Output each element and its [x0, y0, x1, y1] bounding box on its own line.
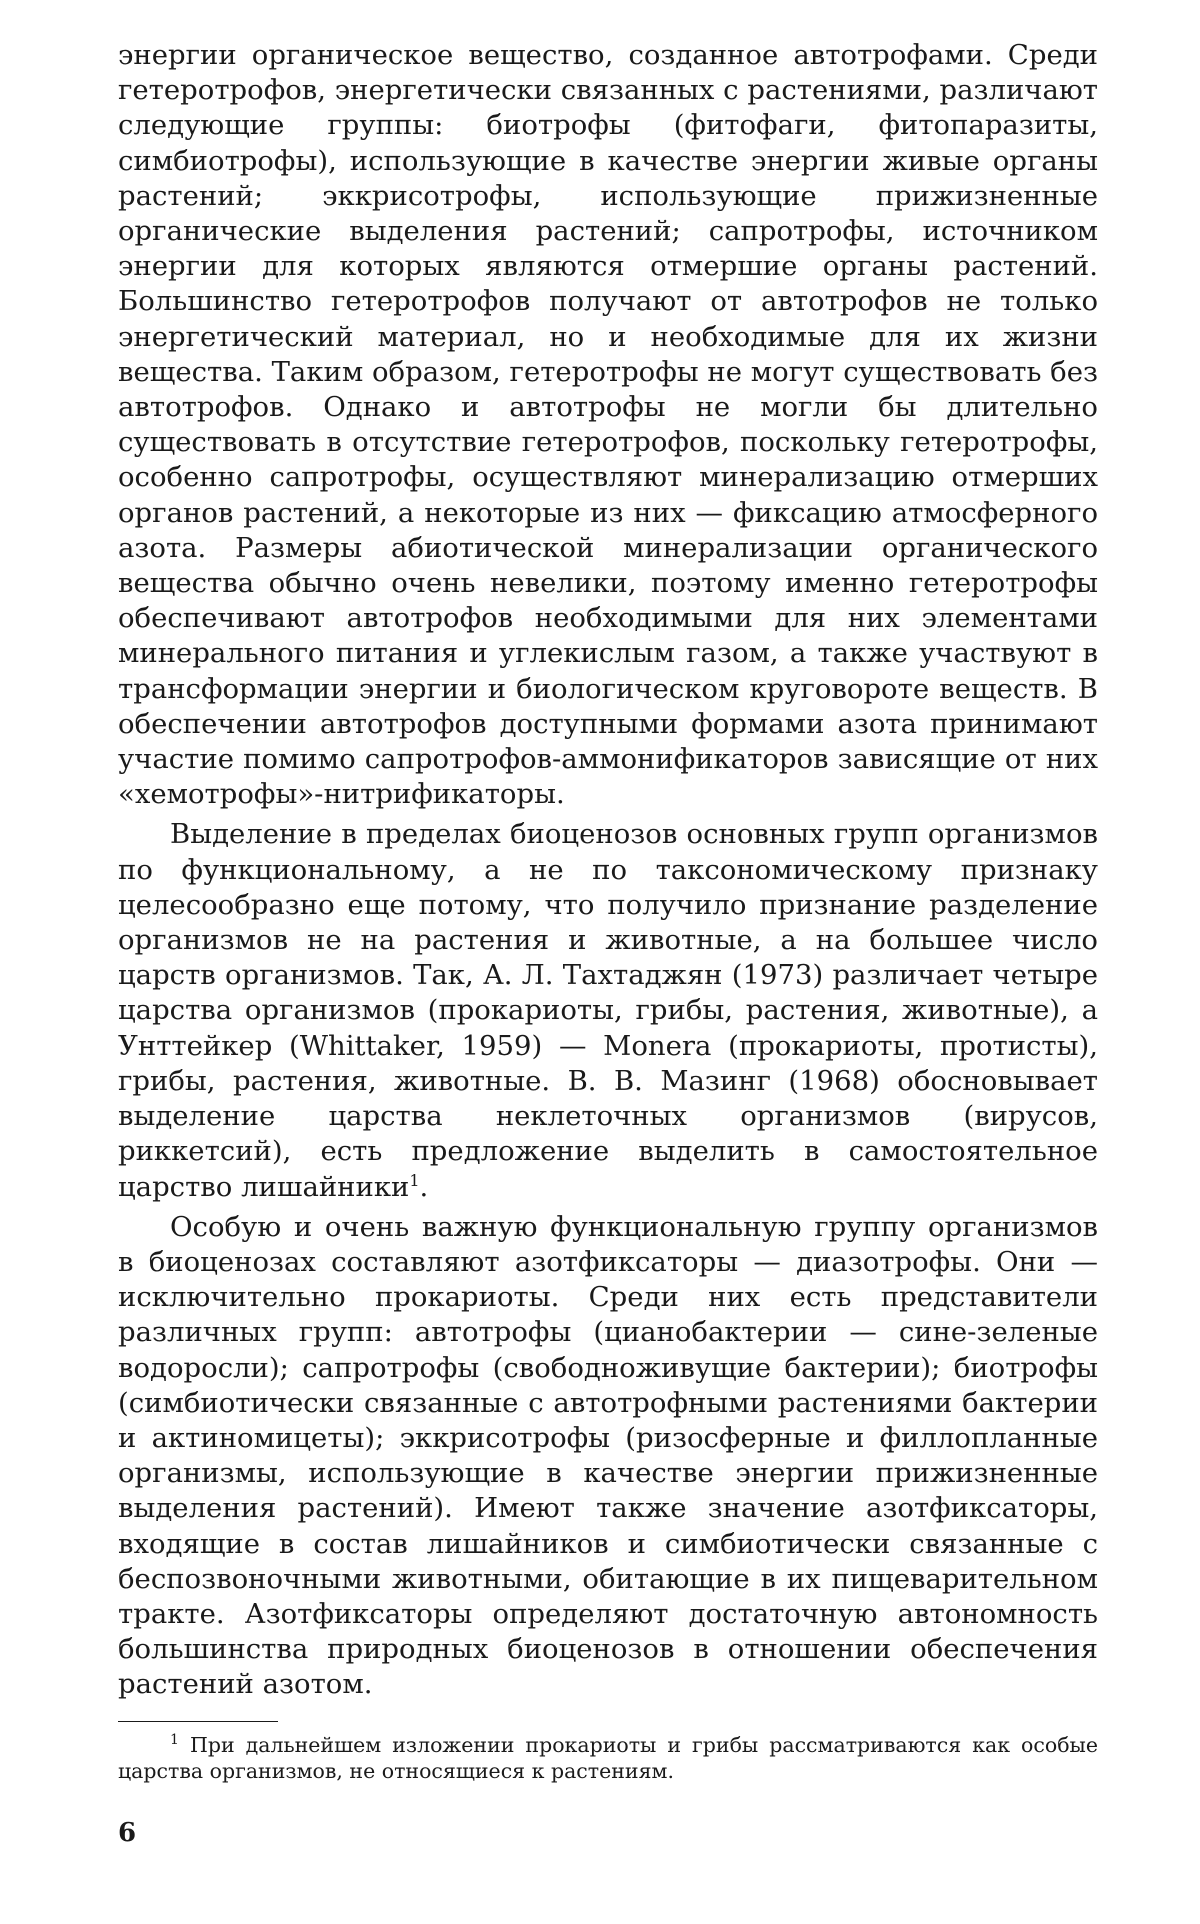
- page-number: 6: [118, 1817, 137, 1848]
- book-page: [118, 38, 1098, 1848]
- paragraph-nitrogen-fixers: Особую и очень важную функциональную группу организмов в биоценозах составляют азотфиксаторы — диазотрофы. Они — исключительно прокариоты. Среди них есть представители различных групп: автотрофы (цианобактерии — сине-зеленые водоросли); сапротрофы (свободноживущие бактерии); биотрофы (симбиотически связанные с автотрофными растениями бактерии и актиномицеты); эккрисотрофы (ризосферные и филлопланные организмы, использующие в качестве энергии прижизненные выделения растений). Имеют также значение азотфиксаторы, входящие в состав лишайников и симбиотически связанные с беспозвоночными животными, обитающие в их пищеварительном тракте. Азотфиксаторы определяют достаточную автономность большинства природных биоценозов в отношении обеспечения растений азотом.: [118, 1210, 1098, 1701]
- paragraph-kingdoms: [118, 817, 1098, 1204]
- footnote-divider: [118, 1721, 278, 1722]
- footnote: [118, 1732, 1098, 1784]
- paragraph-heterotrophs: энергии органическое вещество, созданное автотрофами. Среди гетеротрофов, энергетически связанных с растениями, различают следующие группы: биотрофы (фитофаги, фитопаразиты, симбиотрофы), использующие в качестве энергии живые органы растений; эккрисотрофы, использующие прижизненные органические выделения растений; сапротрофы, источником энергии для которых являются отмершие органы растений. Большинство гетеротрофов получают от автотрофов не только энергетический материал, но и необходимые для их жизни вещества. Таким образом, гетеротрофы не могут существовать без автотрофов. Однако и автотрофы не могли бы длительно существовать в отсутствие гетеротрофов, поскольку гетеротрофы, особенно сапротрофы, осуществляют минерализацию отмерших органов растений, а некоторые из них — фиксацию атмосферного азота. Размеры абиотической минерализации органического вещества обычно очень невелики, поэтому именно гетеротрофы обеспечивают автотрофов необходимыми для них элементами минерального питания и углекислым газом, а также участвуют в трансформации энергии и биологическом круговороте веществ. В обеспечении автотрофов доступными формами азота принимают участие помимо сапротрофов-аммонификаторов зависящие от них «хемотрофы»-нитрификаторы.: [118, 39, 1098, 811]
- paragraph-kingdoms-tail: .: [419, 1170, 429, 1203]
- footnote-text: При дальнейшем изложении прокариоты и грибы рассматриваются как особые царства организмов, не относящиеся к растениям.: [118, 1732, 1098, 1783]
- footnote-marker: 1: [170, 1731, 179, 1748]
- footnote-reference: 1: [409, 1170, 420, 1190]
- paragraph-kingdoms-text: Выделение в пределах биоценозов основных групп организмов по функциональному, а не по таксономическому признаку целесообразно еще потому, что получило признание разделение организмов не на растения и животные, а на большее число царств организмов. Так, А. Л. Тахтаджян (1973) различает четыре царства организмов (прокариоты, грибы, растения, животные), а Унттейкер (Whittaker, 1959) — Monera (прокариоты, протисты), грибы, растения, животные. В. В. Мазинг (1968) обосновывает выделение царства неклеточных организмов (вирусов, риккетсий), есть предложение выделить в самостоятельное царство лишайники: [118, 818, 1098, 1203]
